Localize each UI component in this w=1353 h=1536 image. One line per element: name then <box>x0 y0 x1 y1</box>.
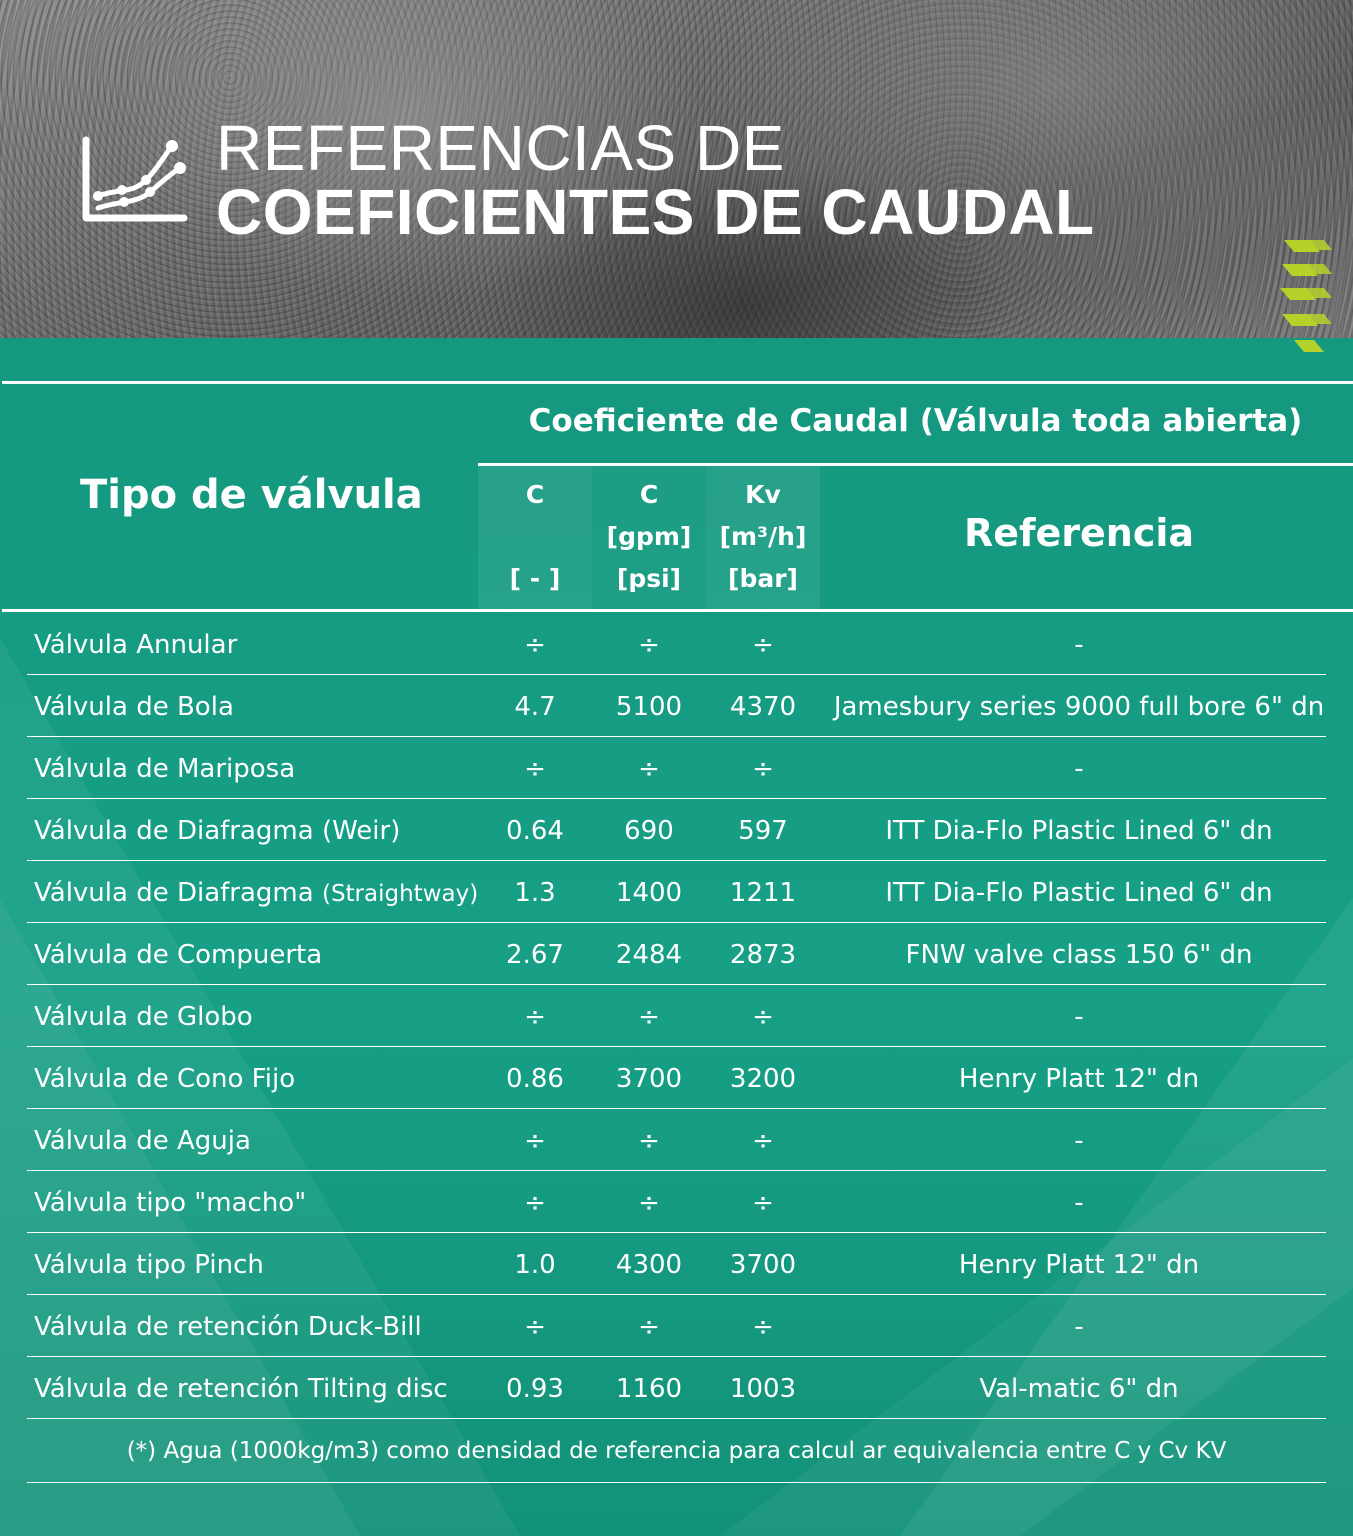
row-name <box>34 1110 494 1173</box>
page-title-line2: COEFICIENTES DE CAUDAL <box>216 176 1095 248</box>
value-kv: 1003 <box>729 1374 797 1404</box>
reference: - <box>1074 1002 1084 1032</box>
reference-header: Referencia <box>963 511 1195 555</box>
valve-type: Válvula de Diafragma <box>34 878 322 908</box>
group-header-rule <box>478 463 1353 466</box>
valve-type: Válvula tipo "macho" <box>34 1188 307 1218</box>
valve-type: Válvula Annular <box>34 630 238 660</box>
value-kv: ÷ <box>752 1312 774 1342</box>
type-header: Tipo de válvula <box>80 472 423 518</box>
row-name <box>34 800 494 863</box>
value-c: ÷ <box>524 1126 546 1156</box>
value-kv: ÷ <box>752 1002 774 1032</box>
row-name <box>34 676 494 739</box>
group-header: Coeficiente de Caudal (Válvula toda abierta) <box>528 403 1303 439</box>
value-c: 1.0 <box>514 1250 556 1280</box>
value-c: ÷ <box>524 1002 546 1032</box>
valve-type: Válvula de Compuerta <box>34 940 323 970</box>
value-cv: ÷ <box>638 630 660 660</box>
column-header-1-line1: C <box>525 480 545 509</box>
row-name <box>34 1048 494 1111</box>
reference: Henry Platt 12" dn <box>958 1250 1200 1280</box>
row-divider <box>27 1046 1326 1047</box>
value-cv: 1400 <box>615 878 683 908</box>
row-divider <box>27 736 1326 737</box>
table-top-rule <box>2 381 1353 384</box>
page-title-line1: REFERENCIAS DE <box>216 112 785 184</box>
value-cv: ÷ <box>638 1126 660 1156</box>
value-c: 1.3 <box>514 878 556 908</box>
valve-type: Válvula de Aguja <box>34 1126 251 1156</box>
valve-type: Válvula de Cono Fijo <box>34 1064 296 1094</box>
value-c: ÷ <box>524 1188 546 1218</box>
reference: - <box>1074 1126 1084 1156</box>
value-kv: 597 <box>738 816 788 846</box>
row-divider <box>27 1356 1326 1357</box>
row-divider <box>27 1108 1326 1109</box>
column-header-2-line2: [gpm] <box>606 522 692 551</box>
value-cv: 4300 <box>615 1250 683 1280</box>
value-cv: 690 <box>624 816 674 846</box>
row-name <box>34 1234 494 1297</box>
reference: ITT Dia-Flo Plastic Lined 6" dn <box>885 878 1273 908</box>
value-cv: ÷ <box>638 1188 660 1218</box>
valve-type: Válvula de Diafragma (Weir) <box>34 816 401 846</box>
reference: Henry Platt 12" dn <box>958 1064 1200 1094</box>
value-kv: 4370 <box>729 692 797 722</box>
row-divider <box>27 860 1326 861</box>
value-cv: 5100 <box>615 692 683 722</box>
row-divider <box>27 984 1326 985</box>
row-divider <box>27 1170 1326 1171</box>
value-cv: ÷ <box>638 754 660 784</box>
reference: - <box>1074 1188 1084 1218</box>
column-header-3-line1: Kv <box>745 480 781 509</box>
value-kv: ÷ <box>752 1126 774 1156</box>
column-header-1-line3: [ - ] <box>509 564 561 593</box>
valve-type: Válvula de Bola <box>34 692 234 722</box>
value-kv: 1211 <box>729 878 797 908</box>
row-divider <box>27 1294 1326 1295</box>
reference: FNW valve class 150 6" dn <box>905 940 1253 970</box>
row-name <box>34 614 494 677</box>
value-cv: ÷ <box>638 1002 660 1032</box>
header-banner <box>0 0 1353 338</box>
row-divider <box>27 1232 1326 1233</box>
valve-type: Válvula de retención Duck-Bill <box>34 1312 422 1342</box>
table-panel <box>0 338 1353 1536</box>
value-c: 0.64 <box>506 816 564 846</box>
valve-type: Válvula de Mariposa <box>34 754 296 784</box>
value-c: 2.67 <box>506 940 564 970</box>
row-name <box>34 924 494 987</box>
value-cv: ÷ <box>638 1312 660 1342</box>
value-cv: 1160 <box>615 1374 683 1404</box>
row-divider <box>27 1418 1326 1419</box>
valve-type: Válvula tipo Pinch <box>34 1250 264 1280</box>
reference: - <box>1074 630 1084 660</box>
value-c: ÷ <box>524 630 546 660</box>
value-kv: ÷ <box>752 754 774 784</box>
value-kv: ÷ <box>752 630 774 660</box>
row-divider <box>27 922 1326 923</box>
reference: Jamesbury series 9000 full bore 6" dn <box>833 692 1325 722</box>
value-kv: 3700 <box>729 1250 797 1280</box>
value-cv: 2484 <box>615 940 683 970</box>
footnote-divider <box>27 1482 1326 1483</box>
row-name <box>34 862 494 925</box>
valve-type: Válvula de Globo <box>34 1002 253 1032</box>
reference: - <box>1074 1312 1084 1342</box>
column-header-3-line2: [m³/h] <box>719 522 807 551</box>
row-name <box>34 986 494 1049</box>
valve-type-suffix: (Straightway) <box>321 881 479 907</box>
coefficients-table <box>0 338 1353 1536</box>
value-c: ÷ <box>524 754 546 784</box>
row-name <box>34 1358 494 1421</box>
rising-chart-icon <box>80 134 192 226</box>
value-kv: 2873 <box>729 940 797 970</box>
valve-type: Válvula de retención Tilting disc <box>34 1374 448 1404</box>
column-header-2-line1: C <box>639 480 659 509</box>
row-divider <box>27 798 1326 799</box>
value-kv: ÷ <box>752 1188 774 1218</box>
value-kv: 3200 <box>729 1064 797 1094</box>
value-c: ÷ <box>524 1312 546 1342</box>
reference: ITT Dia-Flo Plastic Lined 6" dn <box>885 816 1273 846</box>
reference: Val-matic 6" dn <box>979 1374 1179 1404</box>
header-bottom-rule <box>2 609 1353 612</box>
value-c: 0.93 <box>506 1374 564 1404</box>
column-header-3-line3: [bar] <box>728 564 798 593</box>
footnote: (*) Agua (1000kg/m3) como densidad de referencia para calcul ar equivalencia entre C y Cv KV <box>126 1438 1227 1464</box>
column-header-2-line3: [psi] <box>616 564 682 593</box>
value-c: 0.86 <box>506 1064 564 1094</box>
row-name <box>34 1172 494 1235</box>
value-c: 4.7 <box>514 692 556 722</box>
row-name <box>34 738 494 801</box>
row-name <box>34 1296 494 1359</box>
reference: - <box>1074 754 1084 784</box>
chevron-stack-icon <box>1278 236 1334 360</box>
value-cv: 3700 <box>615 1064 683 1094</box>
row-divider <box>27 674 1326 675</box>
